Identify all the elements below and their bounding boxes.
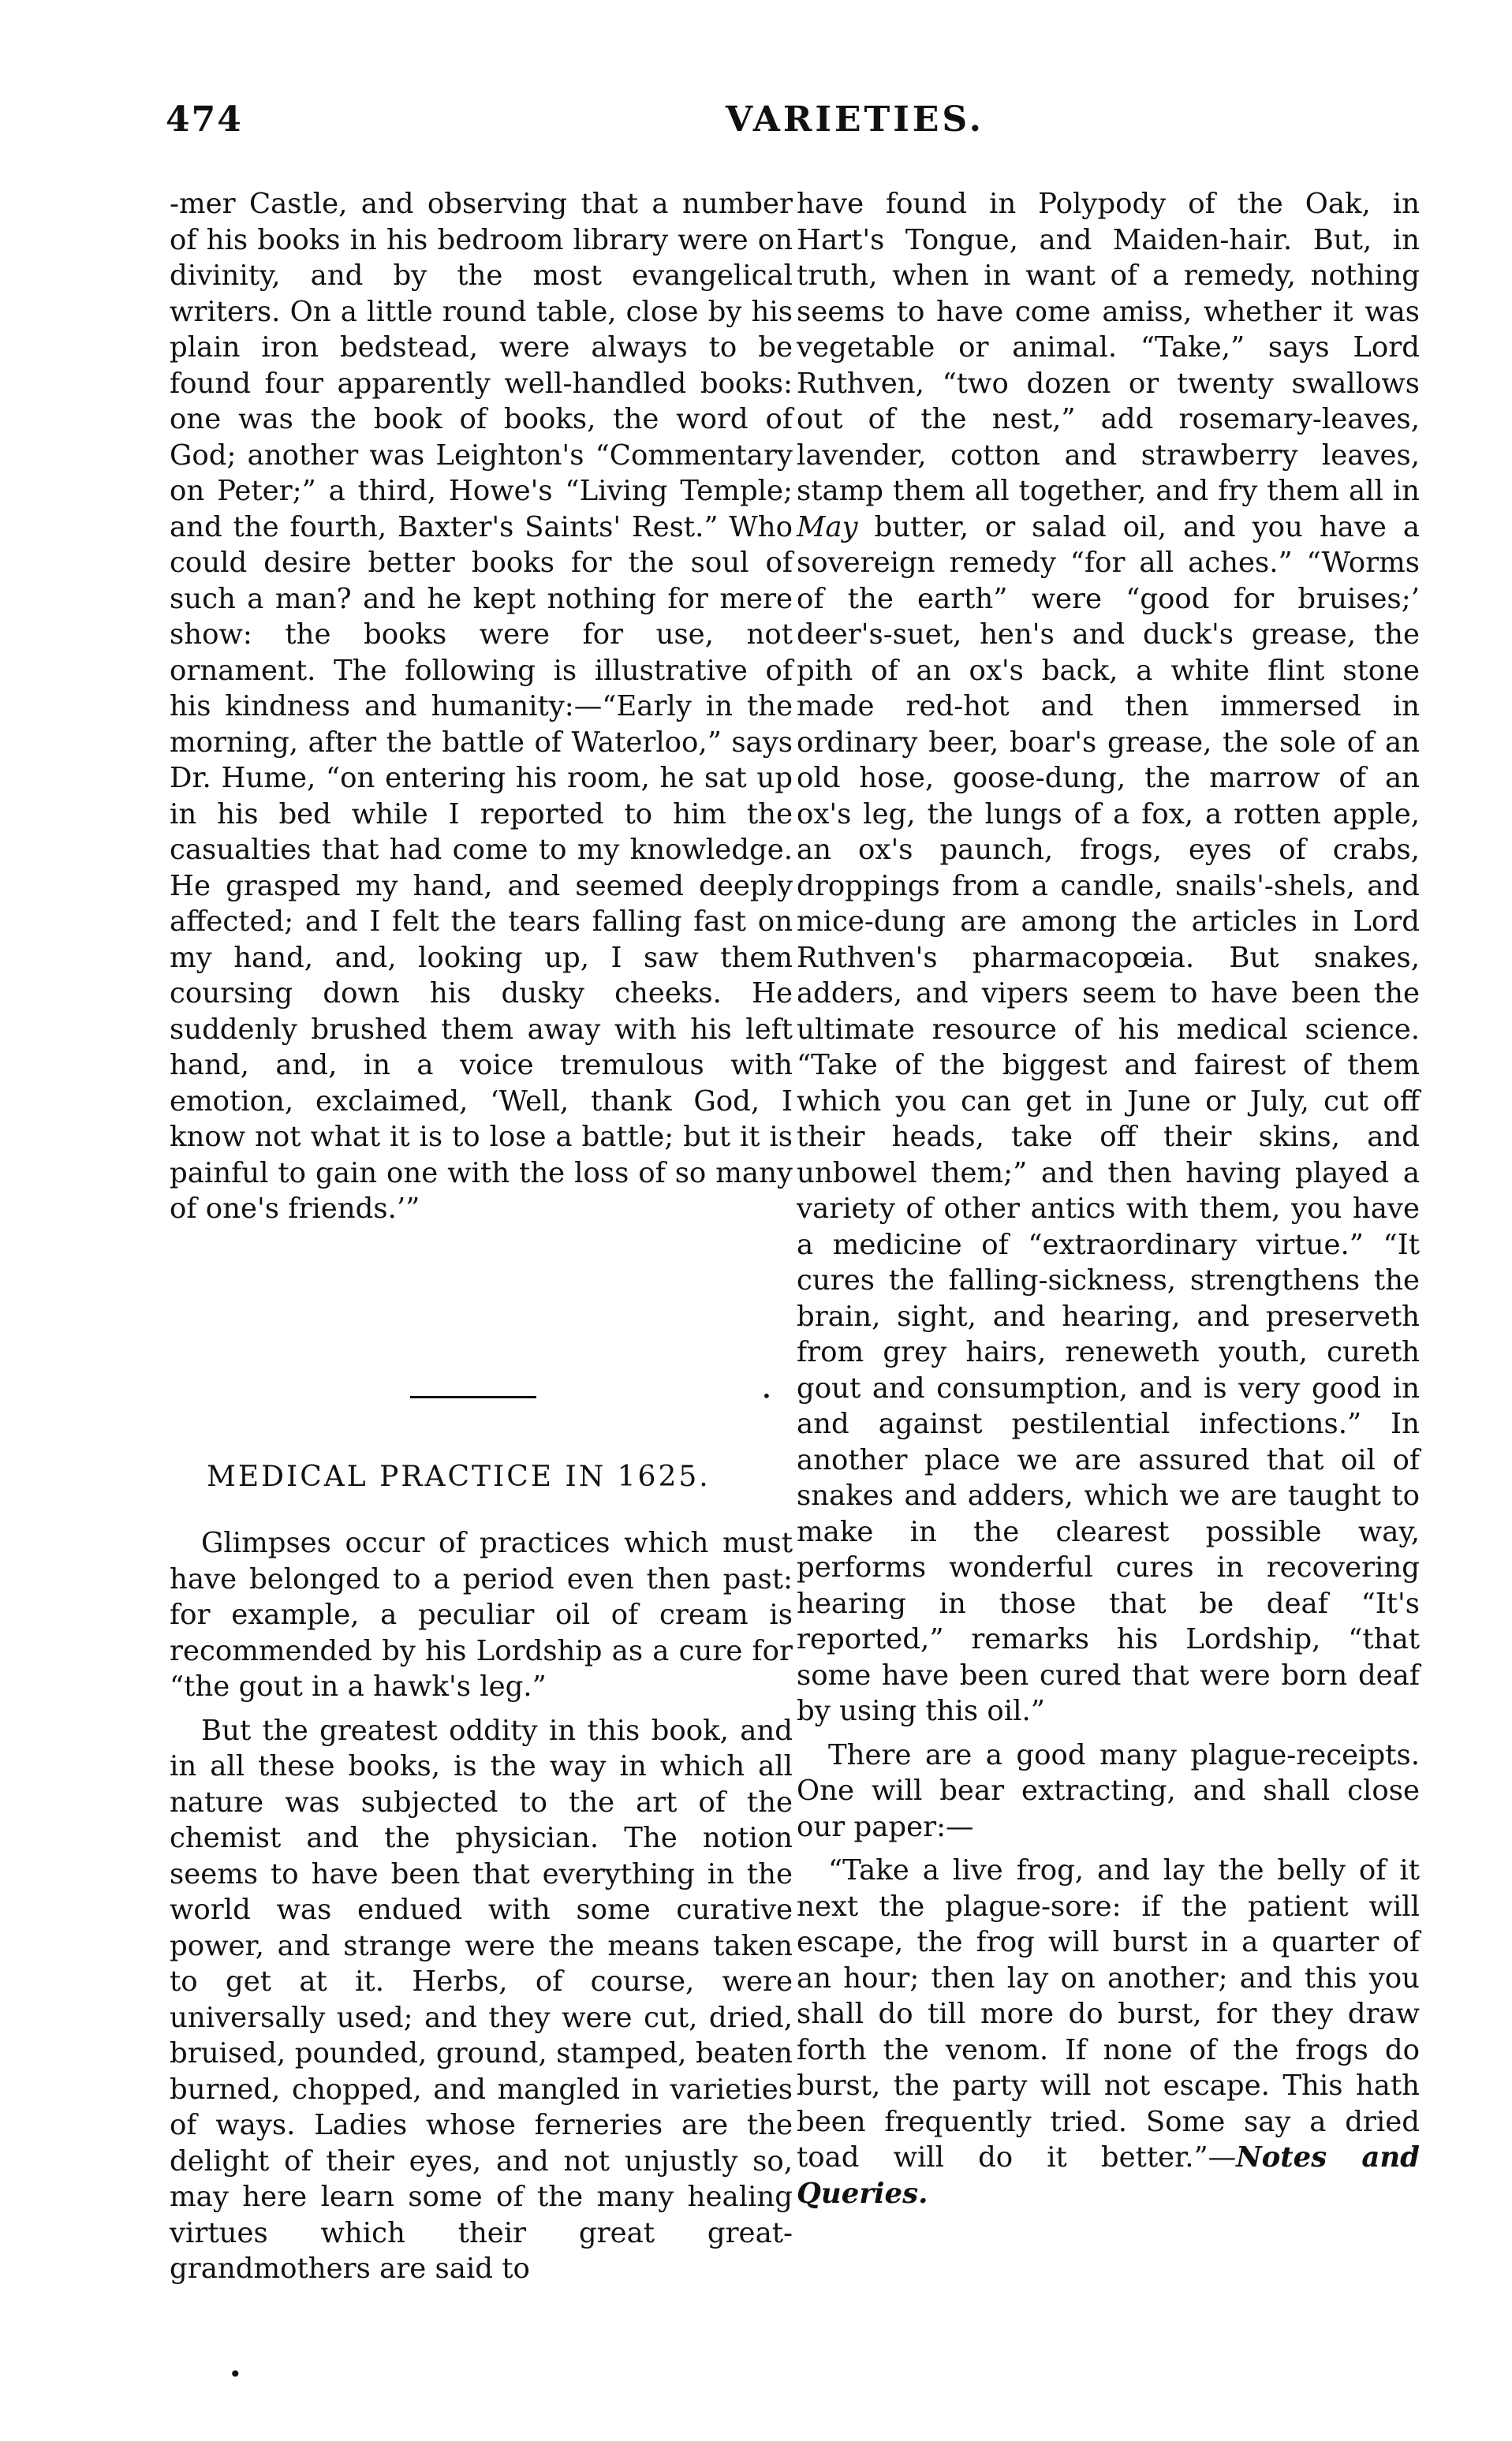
bottom-dot-mark: •: [229, 2361, 242, 2387]
left-column: [170, 186, 793, 1227]
frog-receipt-text: “Take a live frog, and lay the belly of it next the plague-sore: if the patient will escape, the frog will burst in a quarter of an hour; then lay on another; and this you shall do till more do burst, for they draw forth the venom. If none of the frogs do burst, the party will not escape. This hath been frequently tried. Some say a dried toad will do it better.”—: [797, 1854, 1420, 2174]
left-paragraph-glimpses: Glimpses occur of practices which must have belonged to a period even then past: for example, a peculiar oil of cream is recommended by his Lordship as a cure for “the gout in a hawk's leg.”: [170, 1527, 793, 1703]
left-paragraph-oddity: But the greatest oddity in this book, and in all these books, is the way in which all nature was subjected to the art of the chemist and the physician. The notion seems to have been that everything in the world was endued with some curative power, and strange were the means taken to get at it. Herbs, of course, were universally used; and they were cut, dried, bruised, pounded, ground, stamped, beaten burned, chopped, and mangled in varieties of ways. Ladies whose ferneries are the delight of their eyes, and not unjustly so, may here learn some of the many healing virtues which their great great-grandmothers are said to: [170, 1714, 793, 2285]
remedies-text-end: butter, or salad oil, and you have a sovereign remedy “for all aches.” “Worms of the earth” were “good for bruises;’ deer's-suet, hen's and duck's grease, the pith of an ox's back, a white flint stone made red-hot and then immersed in ordinary beer, boar's grease, the sole of an old hose, goose-dung, the marrow of an ox's leg, the lungs of a fox, a rotten apple, an ox's paunch, frogs, eyes of crabs, droppings from a candle, snails'-shels, and mice-dung are among the articles in Lord Ruthven's pharmacopœia. But snakes, adders, and vipers seem to have been the ultimate resource of his medical science. “Take of the biggest and fairest of them which you can get in June or July, cut off their heads, take off their skins, and unbowel them;” and then having played a variety of other antics with them, you have a medicine of “extraordinary virtue.” “It cures the falling-sickness, strengthens the brain, sight, and hearing, and preserveth from grey hairs, reneweth youth, cureth gout and consumption, and is very good in and against pestilential infections.” In another place we are assured that oil of snakes and adders, which we are taught to make in the clearest possible way, performs wonderful cures in recovering hearing in those that be deaf “It's reported,” remarks his Lordship, “that some have been cured that were born deaf by using this oil.”: [797, 510, 1420, 1727]
page-number: 474: [166, 99, 243, 140]
section-separator-rule: [410, 1396, 536, 1398]
remedies-text-italic: May: [797, 510, 858, 543]
left-column-section: [170, 1525, 793, 2287]
remedies-text-start: have found in Polypody of the Oak, in Hart's Tongue, and Maiden-hair. But, in truth, when in want of a remedy, nothing seems to have come amiss, whether it was vegetable or animal. “Take,” says Lord Ruthven, “two dozen or twenty swallows out of the nest,” add rosemary-leaves, lavender, cotton and strawberry leaves, stamp them all together, and fry them all in: [797, 188, 1420, 507]
source-citation: Notes and Queries.: [797, 2141, 1421, 2210]
left-paragraph-wellington: -mer Castle, and observing that a number of his books in his bedroom library were on divinity, and by the most evangelical writers. On a little round table, close by his plain iron bedstead, were always to be found four apparently well-handled books: one was the book of books, the word of God; another was Leighton's “Commentary on Peter;” a third, Howe's “Living Temple; and the fourth, Baxter's Saints' Rest.” Who could desire better books for the soul of such a man? and he kept nothing for mere show: the books were for use, not ornament. The following is illustrative of his kindness and humanity:—“Early in the morning, after the battle of Waterloo,” says Dr. Hume, “on entering his room, he sat up in his bed while I reported to him the casualties that had come to my knowledge. He grasped my hand, and seemed deeply affected; and I felt the tears falling fast on my hand, and, looking up, I saw them coursing down his dusky cheeks. He suddenly brushed them away with his left hand, and, in a voice tremulous with emotion, exclaimed, ‘Well, thank God, I know not what it is to lose a battle; but it is painful to gain one with the loss of so many of one's friends.’”: [170, 188, 793, 1225]
stray-bullet-mark: •: [762, 1387, 771, 1405]
running-head: VARIETIES.: [726, 99, 984, 140]
right-paragraph-plague-receipts: There are a good many plague-receipts. One will bear extracting, and shall close our paper:—: [797, 1738, 1420, 1843]
section-title: MEDICAL PRACTICE IN 1625.: [207, 1461, 711, 1493]
right-paragraph-frog-receipt: [797, 1853, 1420, 2211]
right-column: [797, 186, 1420, 2211]
right-paragraph-remedies: [797, 186, 1420, 1730]
